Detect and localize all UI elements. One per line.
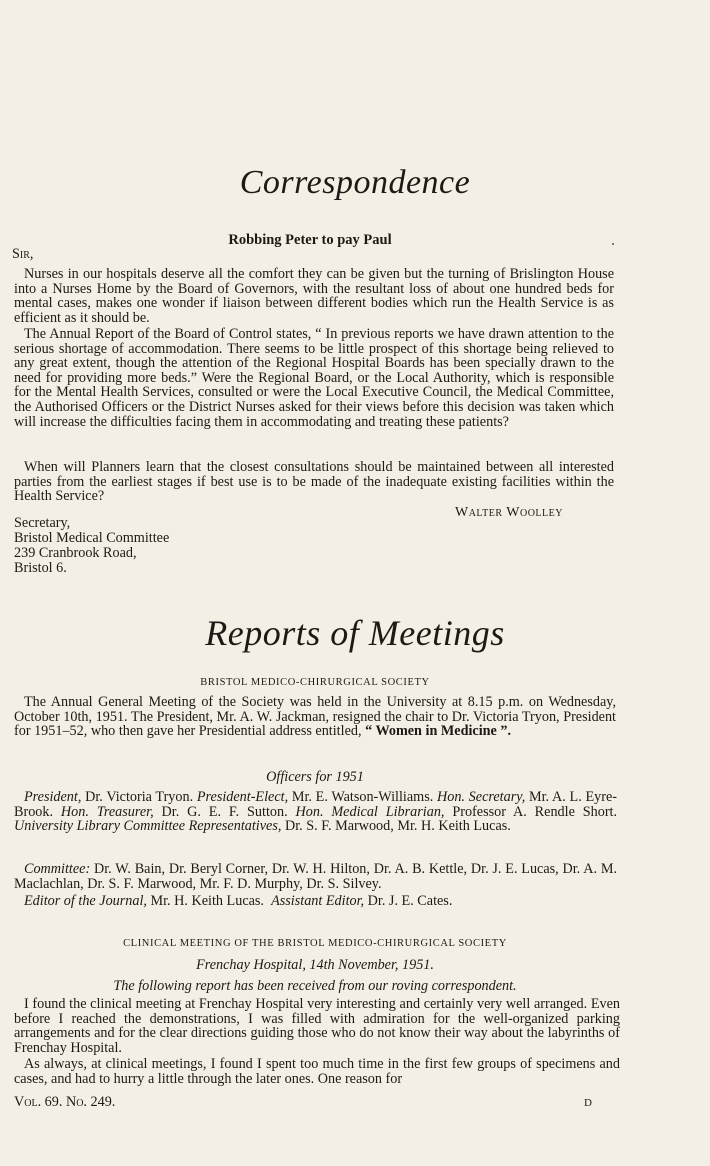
agm-address-title: “ Women in Medicine ”. (365, 723, 512, 740)
officers-heading: Officers for 1951 (266, 769, 364, 785)
address-line: 239 Cranbrook Road, (14, 545, 137, 561)
letter-paragraph-3: When will Planners learn that the closest consultations should be maintained between all interested parties from the earliest stages if best use is to be made of the inadequate existing facilities within the Health Service? (14, 459, 614, 505)
address-line: Bristol Medical Committee (14, 530, 170, 546)
address-line: Bristol 6. (14, 560, 67, 576)
letter-address (14, 516, 169, 576)
speck (612, 243, 614, 245)
volume-footer: Vol. 69. No. 249. (14, 1094, 116, 1110)
letter-title: Robbing Peter to pay Paul (228, 232, 392, 248)
address-line: Secretary, (14, 515, 71, 531)
clinical-meeting-heading: CLINICAL MEETING OF THE BRISTOL MEDICO-CHIRURGICAL SOCIETY (123, 938, 507, 949)
agm-paragraph: The Annual General Meeting of the Society was held in the University at 8.15 p.m. on Wednesday, October 10th, 1951. The President, Mr. A. W. Jackman, resigned the chair to Dr. Victoria Tryon, President for 1951–52, who then gave her Presidential address entitled, “ Women in Medicine ”. (14, 694, 616, 740)
letter-signature: Walter Woolley (455, 505, 563, 520)
committee-paragraph: Committee: Dr. W. Bain, Dr. Beryl Corner, Dr. W. H. Hilton, Dr. A. B. Kettle, Dr. J. E. Lucas, Dr. A. M. Maclachlan, Dr. S. F. Marwood, Mr. F. D. Murphy, Dr. S. Silvey. (14, 861, 617, 892)
society-heading: BRISTOL MEDICO-CHIRURGICAL SOCIETY (200, 677, 430, 688)
correspondence-heading: Correspondence (239, 164, 471, 201)
clinical-note: The following report has been received from our roving correspondent. (113, 978, 517, 994)
salutation: Sir, (12, 246, 34, 262)
signature-mark: D (584, 1097, 592, 1109)
letter-paragraph-2: The Annual Report of the Board of Control states, “ In previous reports we have drawn attention to the serious shortage of accommodation. There seems to be little prospect of this shortage being relieved to any great extent, though the attention of the Regional Hospital Boards has been specially drawn to the need for providing more beds.” Were the Regional Board, or the Local Authority, which is responsible for the Mental Health Services, consulted or were the Local Executive Council, the Medical Committee, the Authorised Officers or the District Nurses asked for their views before this decision was taken which will increase the difficulties facing them in accommodating and treating these patients? (14, 326, 614, 430)
clinical-paragraph-2: As always, at clinical meetings, I found I spent too much time in the first few groups of specimens and cases, and had to hurry a little through the later ones. One reason for (14, 1056, 620, 1087)
clinical-paragraph-1: I found the clinical meeting at Frenchay Hospital very interesting and certainly very well arranged. Even before I reached the demonstrations, I was filled with admiration for the well-organized parking arrangements and for the clear directions guiding those who do not know their way about the labyrinths of Frenchay Hospital. (14, 996, 620, 1056)
letter-paragraph-1: Nurses in our hospitals deserve all the comfort they can be given but the turning of Brislington House into a Nurses Home by the Board of Governors, with the resultant loss of about one hundred beds for mental cases, makes one wonder if liaison between different bodies which run the Health Service is as efficient as it should be. (14, 266, 614, 326)
reports-heading: Reports of Meetings (205, 613, 505, 653)
officers-paragraph: President, Dr. Victoria Tryon. President-Elect, Mr. E. Watson-Williams. Hon. Secretary, Mr. A. L. Eyre-Brook. Hon. Treasurer, Dr. G. E. F. Sutton. Hon. Medical Librarian, Professor A. Rendle Short. University Library Committee Representatives, Dr. S. F. Marwood, Mr. H. Keith Lucas. (14, 789, 618, 835)
clinical-place: Frenchay Hospital, 14th November, 1951. (196, 957, 434, 973)
editor-paragraph: Editor of the Journal, Mr. H. Keith Lucas. Assistant Editor, Dr. J. E. Cates. (24, 893, 453, 909)
